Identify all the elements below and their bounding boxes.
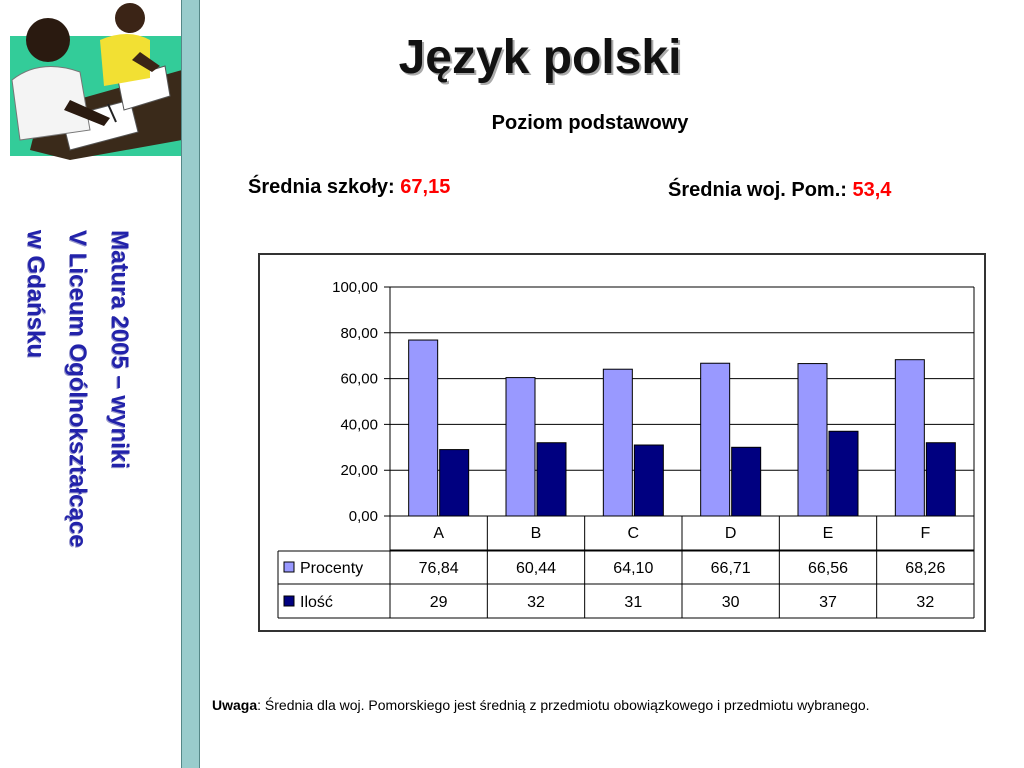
data-table-value: 30 xyxy=(721,594,740,611)
school-average-value: 67,15 xyxy=(400,176,451,198)
region-average-label: Średnia woj. Pom.: xyxy=(668,179,847,201)
x-tick-label: D xyxy=(724,525,737,542)
school-name-vertical xyxy=(20,230,150,630)
x-tick-label: A xyxy=(433,525,445,542)
sidebar-line-2: V Liceum Ogólnokształcące xyxy=(64,230,91,548)
y-tick-label: 20,00 xyxy=(340,462,378,480)
sidebar-line-3: w Gdańsku xyxy=(22,230,49,359)
legend-swatch-procenty xyxy=(284,562,294,572)
legend-label: Procenty xyxy=(300,560,364,577)
y-tick-label: 40,00 xyxy=(340,416,378,434)
bar-chart xyxy=(260,255,984,630)
data-table-value: 64,10 xyxy=(613,560,654,577)
data-table-value: 68,26 xyxy=(905,560,946,577)
x-tick-label: E xyxy=(822,525,834,542)
bar-procenty xyxy=(798,364,827,516)
data-table-value: 32 xyxy=(527,594,545,611)
x-tick-label: C xyxy=(627,525,640,542)
footnote-label: Uwaga xyxy=(212,697,258,713)
bar-procenty xyxy=(409,340,438,516)
bar-procenty xyxy=(895,360,924,516)
bar-procenty xyxy=(603,369,632,516)
legend-label: Ilość xyxy=(300,594,333,611)
data-table-value: 60,44 xyxy=(515,560,557,577)
data-table-value: 32 xyxy=(916,594,935,611)
bar-ilosc xyxy=(537,443,566,516)
bar-ilosc xyxy=(926,443,955,516)
bar-ilosc xyxy=(634,445,663,516)
sidebar-line-1: Matura 2005 – wyniki xyxy=(106,230,133,469)
data-table-value: 37 xyxy=(819,594,837,611)
bar-procenty xyxy=(701,363,730,516)
region-average xyxy=(668,179,891,202)
footnote-text: : Średnia dla woj. Pomorskiego jest średnią z przedmiotu obowiązkowego i przedmiotu wybranego. xyxy=(257,697,870,713)
sidebar xyxy=(0,0,182,768)
y-tick-label: 100,00 xyxy=(332,279,378,296)
bar-procenty xyxy=(506,378,535,516)
chart-container xyxy=(258,253,986,632)
data-table-value: 31 xyxy=(624,594,643,611)
data-table-value: 29 xyxy=(429,594,448,611)
vertical-stripe xyxy=(181,0,200,768)
region-average-value: 53,4 xyxy=(852,179,892,201)
page-subtitle: Poziom podstawowy xyxy=(491,112,689,134)
x-tick-label: F xyxy=(920,525,931,542)
y-tick-label: 60,00 xyxy=(340,370,378,388)
y-tick-label: 80,00 xyxy=(340,324,378,342)
data-table-value: 66,71 xyxy=(710,560,751,577)
bar-ilosc xyxy=(829,431,858,516)
footnote xyxy=(212,697,870,713)
school-average-label: Średnia szkoły: xyxy=(248,176,395,198)
page-title: Język polski xyxy=(398,31,682,84)
data-table-value: 66,56 xyxy=(807,560,849,577)
bar-ilosc xyxy=(440,450,469,516)
legend-swatch-ilosc xyxy=(284,596,294,606)
x-tick-label: B xyxy=(530,525,542,542)
school-average xyxy=(248,176,450,199)
bar-ilosc xyxy=(732,447,761,516)
data-table-value: 76,84 xyxy=(418,560,459,577)
y-tick-label: 0,00 xyxy=(348,508,378,525)
